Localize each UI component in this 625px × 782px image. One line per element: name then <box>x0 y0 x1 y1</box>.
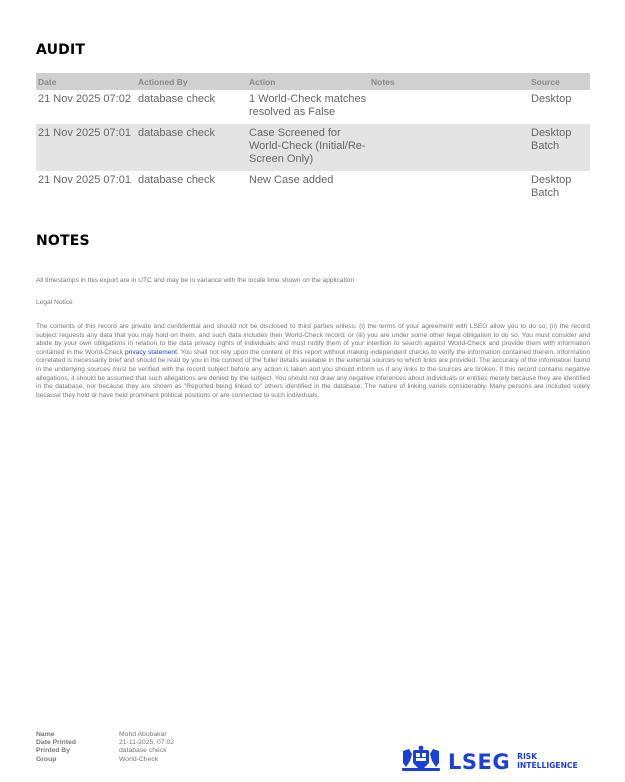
table-row <box>36 124 590 171</box>
legal-notice-heading: Legal Notice <box>36 299 73 306</box>
audit-section-title: AUDIT <box>36 42 86 58</box>
legal-notice-text <box>36 323 590 400</box>
cell-notes <box>369 124 529 171</box>
notes-section-title: NOTES <box>36 233 90 249</box>
cell-date: 21 Nov 2025 07:02 <box>38 93 131 105</box>
table-row <box>36 171 590 205</box>
risk-intelligence-label <box>517 753 578 770</box>
column-header-action: Action <box>247 73 369 90</box>
risk-line: RISK <box>517 751 538 761</box>
date-printed-value: 21-11-2025, 07:02 <box>119 739 175 747</box>
lseg-logo <box>400 745 578 778</box>
column-header-date: Date <box>36 73 136 90</box>
cell-source: Desktop <box>531 93 572 105</box>
table-row <box>36 90 590 124</box>
audit-header-row <box>36 73 590 90</box>
privacy-statement-link[interactable]: privacy statement <box>125 348 177 356</box>
timezone-note: All timestamps in this export are in UTC and may be in variance with the locale time shown on the application <box>36 277 355 284</box>
legal-text-part-2: . You shall not rely upon the content of this report without making independent checks to verify the information contained therein. Information correlated is necessarily brief and should be read by you in the context of the fuller details available in the external sources to which links are provided. The accuracy of the information found in the underlying sources must be verified with the record subject before any action is taken and you should inform us if any links to the sources are broken. If this record contains negative allegations, it should be assumed that such allegations are denied by the subject. You should not draw any negative inferences about individuals or entities merely because they are identified in the database, nor because they are shown as "Reported being linked to" others identified in the database. The nature of linking varies considerably. Many persons are included solely because they hold or have held prominent political positions or are connected to such individuals. <box>36 348 590 399</box>
cell-notes <box>369 171 529 205</box>
cell-source: Desktop Batch <box>531 174 572 199</box>
name-value: Mohd Abubakar <box>119 731 167 738</box>
print-metadata <box>36 731 174 764</box>
column-header-source: Source <box>529 73 590 90</box>
cell-action: New Case added <box>249 174 334 186</box>
lseg-crest-icon <box>400 745 442 778</box>
printed-by-value: database check <box>119 747 167 755</box>
cell-notes <box>369 90 529 124</box>
cell-date: 21 Nov 2025 07:01 <box>38 174 131 186</box>
audit-table <box>36 73 590 205</box>
intelligence-line: INTELLIGENCE <box>517 760 578 770</box>
printed-by-label: Printed By <box>36 747 70 755</box>
legal-text-part-1: The contents of this record are private and confidential and should not be disclosed to third parties unless: (i) the terms of your agreement with LSEG allow you to do so; (ii) the record subject requests any data that you may hold on them, and such data includes their World-Check record; or (iii) you are under some other legal obligation to do so. You must consider and abide by your own obligations in relation to the data privacy rights of individuals and must notify them of your intention to search against World-Check and provide them with information contained in the World-Check <box>36 323 590 356</box>
cell-actioned-by: database check <box>138 93 216 105</box>
cell-date: 21 Nov 2025 07:01 <box>36 124 136 171</box>
column-header-actioned-by: Actioned By <box>136 73 247 90</box>
date-printed-label: Date Printed <box>36 739 77 747</box>
column-header-notes: Notes <box>369 73 529 90</box>
cell-actioned-by: database check <box>138 174 216 186</box>
cell-action: 1 World-Check matches resolved as False <box>249 93 367 118</box>
group-label: Group <box>36 755 57 763</box>
cell-action: Case Screened for World-Check (Initial/Re-Screen Only) <box>247 124 369 171</box>
name-label: Name <box>36 731 55 738</box>
cell-actioned-by: database check <box>136 124 247 171</box>
group-value: World-Check <box>119 755 159 763</box>
cell-source: Desktop Batch <box>529 124 590 171</box>
lseg-wordmark: LSEG <box>448 749 511 774</box>
